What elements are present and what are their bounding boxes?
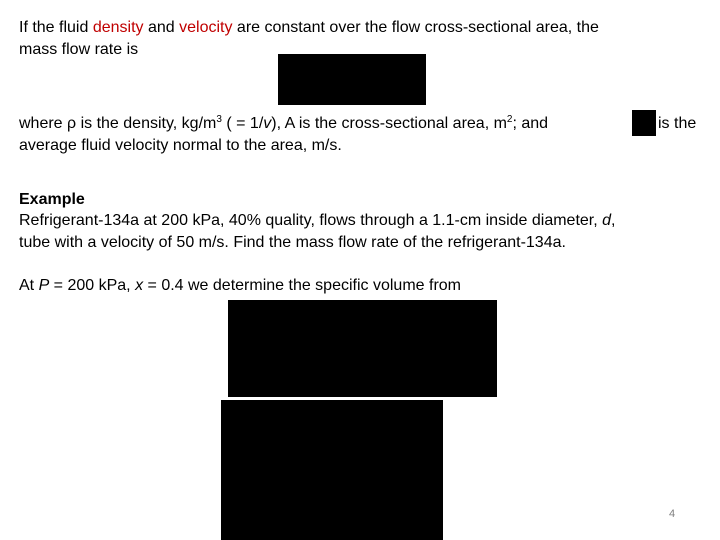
- intro-line-2: mass flow rate is: [19, 41, 139, 58]
- specific-volume-equation-image: [228, 300, 497, 397]
- intro-text: If the fluid: [19, 19, 93, 36]
- where-line-1-end: is the: [658, 115, 697, 132]
- intro-text: and: [143, 19, 180, 36]
- mass-flow-equation-image: [278, 54, 426, 105]
- example-line-2: tube with a velocity of 50 m/s. Find the mass flow rate of the refrigerant-134a.: [19, 234, 566, 251]
- page-number: 4: [669, 508, 676, 520]
- rho-symbol: ρ: [67, 115, 77, 132]
- intro-line-1: [19, 18, 599, 38]
- velocity-highlight: velocity: [179, 19, 233, 36]
- example-heading: Example: [19, 191, 85, 208]
- where-line-1: where ρ is the density, $kg/m^3$ ( = 1/v), A is the cross-sectional area, $m^2$; and: [19, 114, 549, 132]
- state-line: At P = 200 kPa, x = 0.4 we determine the specific volume from: [19, 277, 461, 294]
- mass-flow-solution-image: [221, 400, 443, 540]
- example-line-1: Refrigerant-134a at 200 kPa, 40% quality, flows through a 1.1-cm inside diameter, d,: [19, 212, 616, 229]
- density-highlight: density: [92, 19, 144, 36]
- average-velocity-symbol-image: [632, 110, 656, 136]
- intro-text: are constant over the flow cross-sectional area, the: [232, 19, 599, 36]
- where-line-2: average fluid velocity normal to the area, m/s.: [19, 137, 342, 154]
